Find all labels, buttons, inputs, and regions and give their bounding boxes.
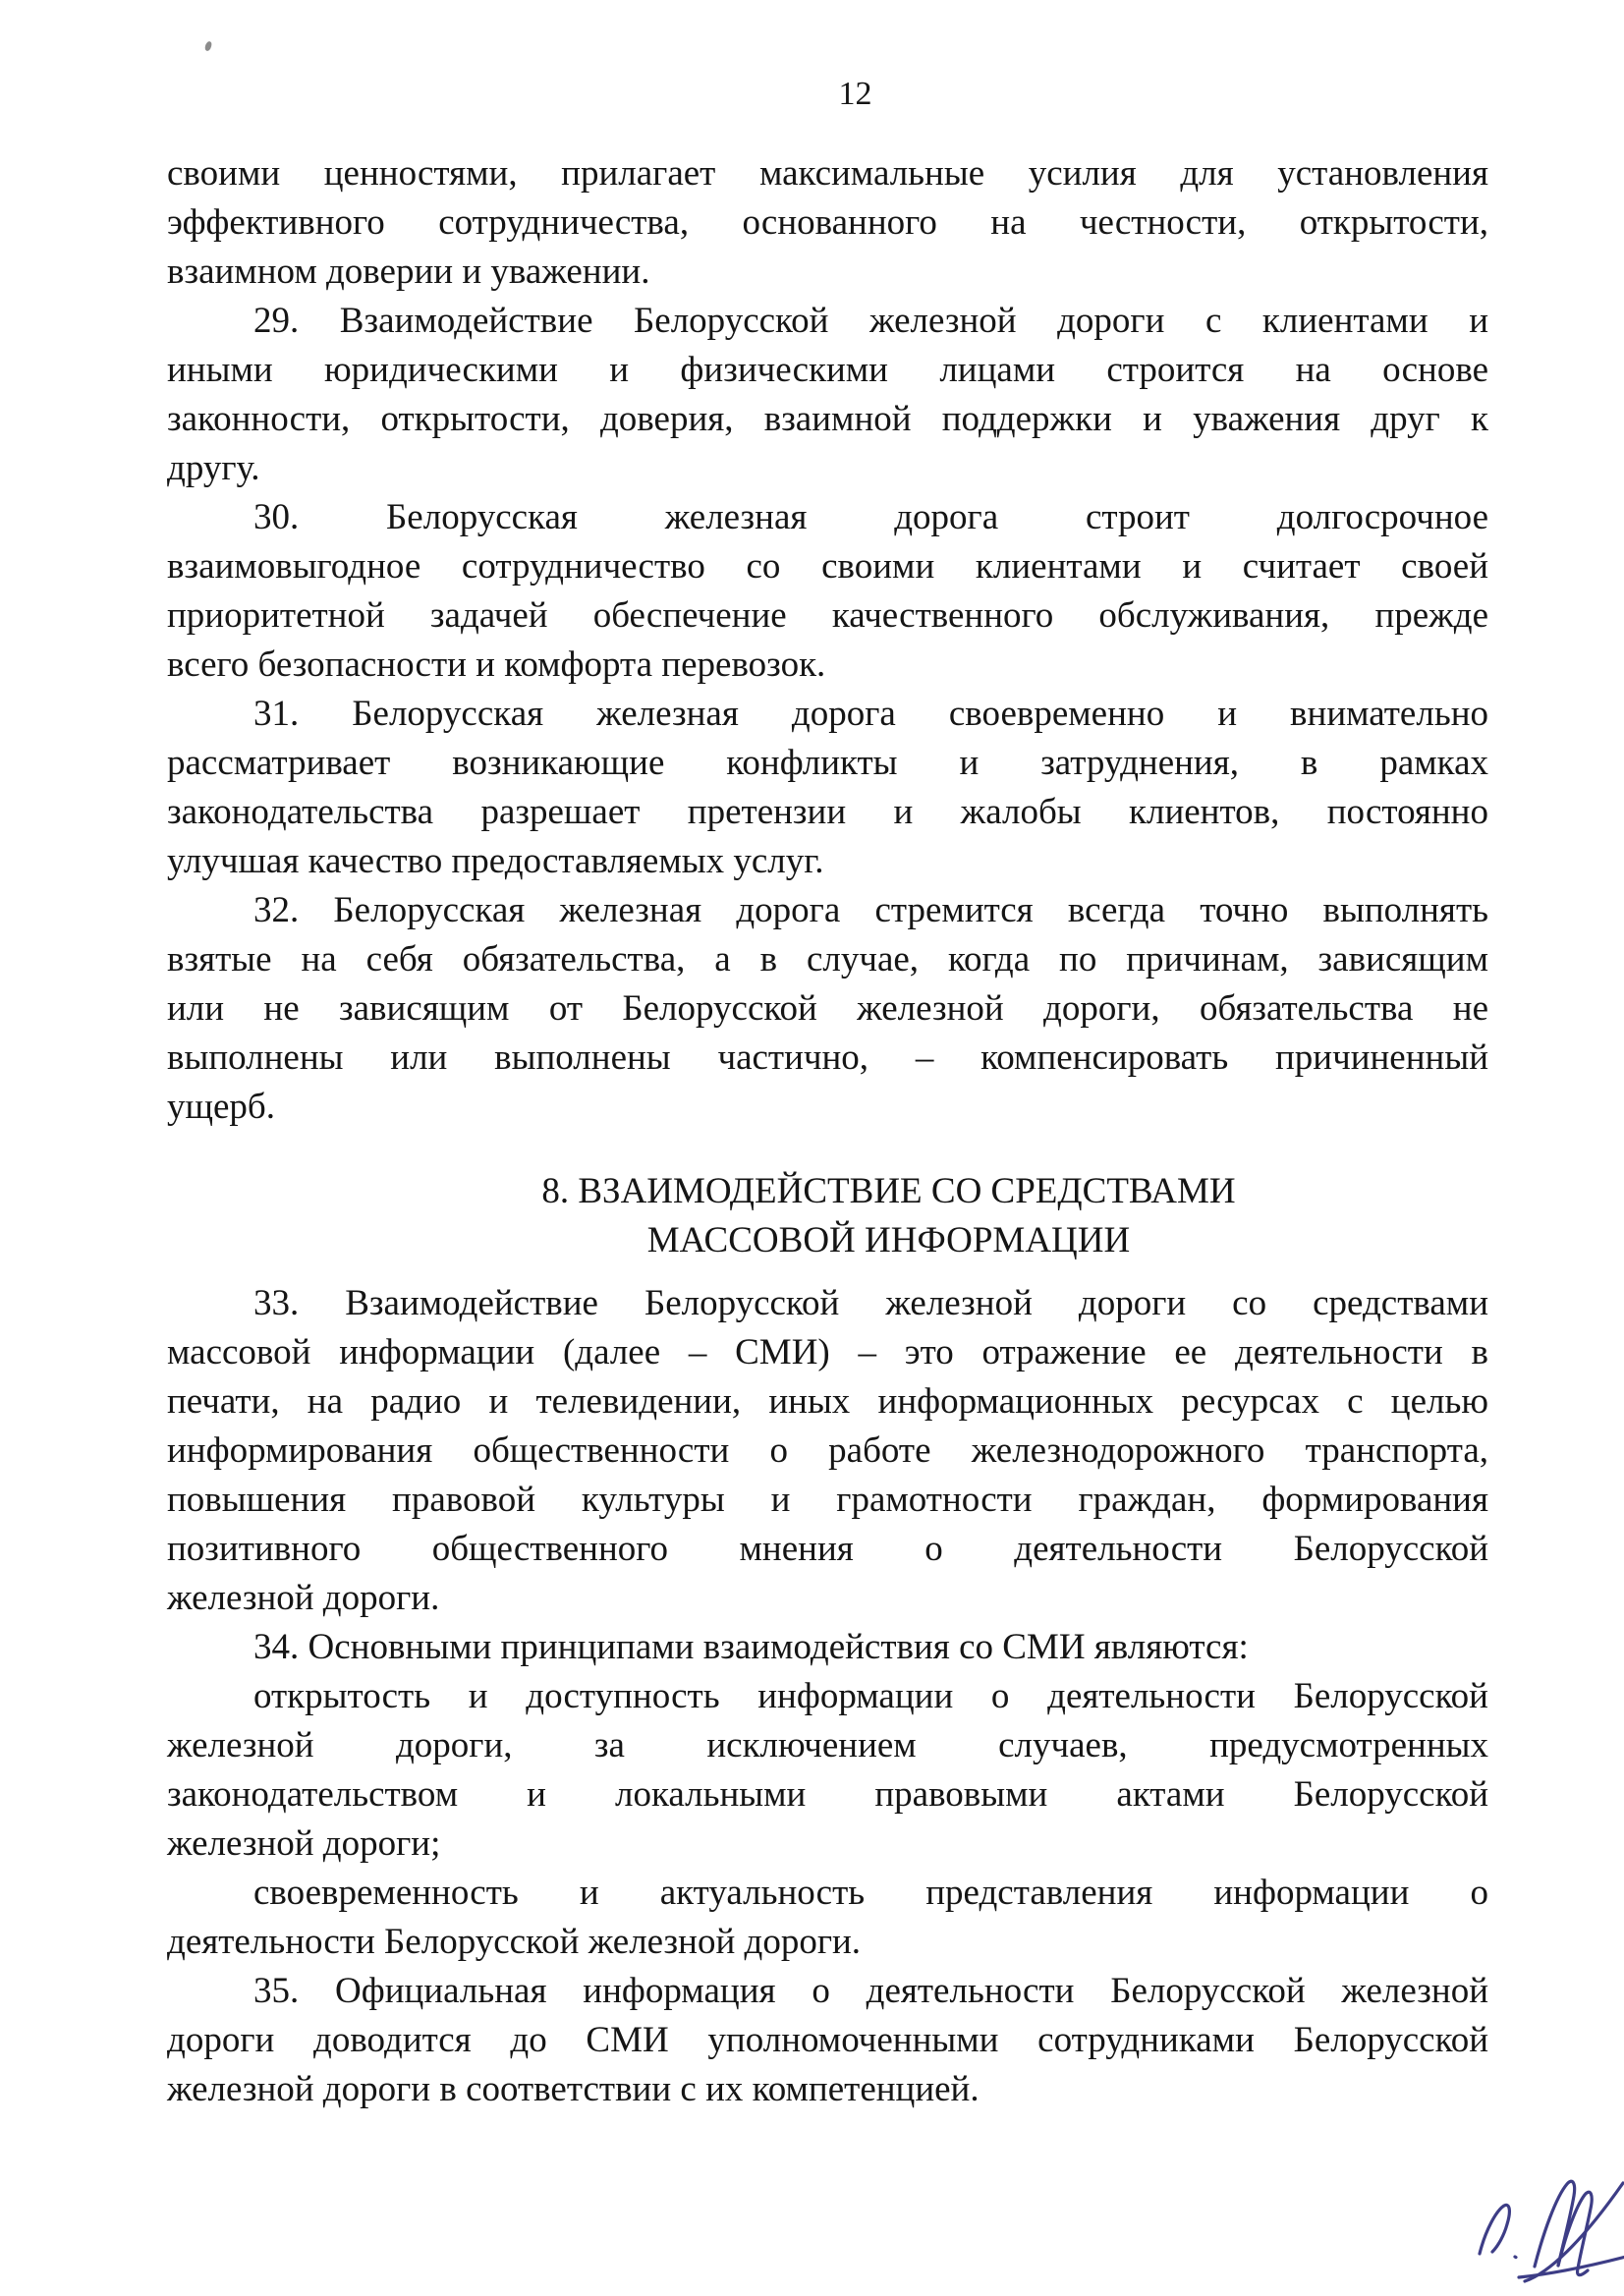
text-line: 31. Белорусская железная дорога своевременно и внимательно [253, 694, 1488, 734]
handwritten-signature [1468, 2167, 1624, 2287]
text-line: МАССОВОЙ ИНФОРМАЦИИ [646, 1220, 1131, 1260]
signature-strokes [1480, 2181, 1624, 2281]
text-line: законодательства разрешает претензии и жалобы клиентов, постоянно [167, 792, 1488, 832]
text-line: повышения правовой культуры и грамотности граждан, формирования [167, 1480, 1488, 1520]
text-line: взятые на себя обязательства, а в случае, когда по причинам, зависящим [167, 939, 1488, 980]
scan-artifact-speck [204, 40, 212, 51]
text-line: или не зависящим от Белорусской железной дороги, обязательства не [167, 988, 1488, 1029]
paragraph [167, 149, 1488, 297]
text-line: железной дороги, за исключением случаев, предусмотренных [167, 1725, 1488, 1765]
text-line: выполнены или выполнены частично, – компенсировать причиненный [167, 1037, 1488, 1078]
paragraph [167, 297, 1488, 493]
text-line: 33. Взаимодействие Белорусской железной дороги со средствами [253, 1283, 1488, 1323]
text-line: своими ценностями, прилагает максимальные усилия для установления [167, 153, 1488, 194]
text-line: взаимном доверии и уважении. [167, 252, 650, 292]
text-line: приоритетной задачей обеспечение качественного обслуживания, прежде [167, 595, 1488, 636]
paragraph [167, 690, 1488, 886]
text-line: 8. ВЗАИМОДЕЙСТВИЕ СО СРЕДСТВАМИ [541, 1171, 1236, 1211]
text-line: своевременность и актуальность представления информации о [253, 1873, 1488, 1913]
text-line: ущерб. [167, 1087, 275, 1127]
paragraph [167, 1869, 1488, 1967]
paragraph [167, 1623, 1488, 1672]
text-line: железной дороги. [167, 1578, 440, 1618]
text-line: позитивного общественного мнения о деятельности Белорусской [167, 1529, 1488, 1569]
paragraph [167, 1279, 1488, 1623]
section-heading [228, 1167, 1549, 1265]
text-line: иными юридическими и физическими лицами строится на основе [167, 350, 1488, 390]
document-body [167, 149, 1488, 2114]
text-line: эффективного сотрудничества, основанного на честности, открытости, [167, 202, 1488, 243]
text-line: открытость и доступность информации о деятельности Белорусской [253, 1676, 1488, 1716]
paragraph [167, 886, 1488, 1132]
text-line: печати, на радио и телевидении, иных информационных ресурсах с целью [167, 1381, 1488, 1422]
text-line: законности, открытости, доверия, взаимной поддержки и уважения друг к [167, 399, 1488, 439]
signature-stroke-big-a-first [1535, 2181, 1575, 2267]
paragraph [167, 1672, 1488, 1869]
paragraph [167, 1967, 1488, 2114]
text-line: взаимовыгодное сотрудничество со своими клиентами и считает своей [167, 546, 1488, 587]
text-line: дороги доводится до СМИ уполномоченными сотрудниками Белорусской [167, 2020, 1488, 2060]
text-line: рассматривает возникающие конфликты и затруднения, в рамках [167, 743, 1488, 783]
text-line: деятельности Белорусской железной дороги. [167, 1922, 862, 1962]
signature-stroke-big-a-second [1558, 2192, 1592, 2274]
text-line: 32. Белорусская железная дорога стремится всегда точно выполнять [253, 890, 1488, 930]
text-line: 34. Основными принципами взаимодействия со СМИ являются: [253, 1627, 1249, 1667]
text-line: массовой информации (далее – СМИ) – это отражение ее деятельности в [167, 1332, 1488, 1372]
text-line: улучшая качество предоставляемых услуг. [167, 841, 824, 881]
page-number: 12 [838, 76, 872, 112]
text-line: 29. Взаимодействие Белорусской железной дороги с клиентами и [253, 301, 1488, 341]
text-line: информирования общественности о работе железнодорожного транспорта, [167, 1430, 1488, 1471]
text-line: законодательством и локальными правовыми актами Белорусской [167, 1774, 1488, 1815]
signature-stroke-small-a [1480, 2205, 1509, 2254]
text-line: железной дороги; [167, 1823, 441, 1864]
text-line: всего безопасности и комфорта перевозок. [167, 644, 826, 685]
paragraph [167, 493, 1488, 690]
text-line: 30. Белорусская железная дорога строит долгосрочное [253, 497, 1488, 537]
text-line: железной дороги в соответствии с их компетенцией. [167, 2069, 980, 2109]
signature-stroke-dot [1515, 2257, 1516, 2258]
text-line: 35. Официальная информация о деятельности Белорусской железной [253, 1971, 1488, 2011]
text-line: другу. [167, 448, 260, 488]
